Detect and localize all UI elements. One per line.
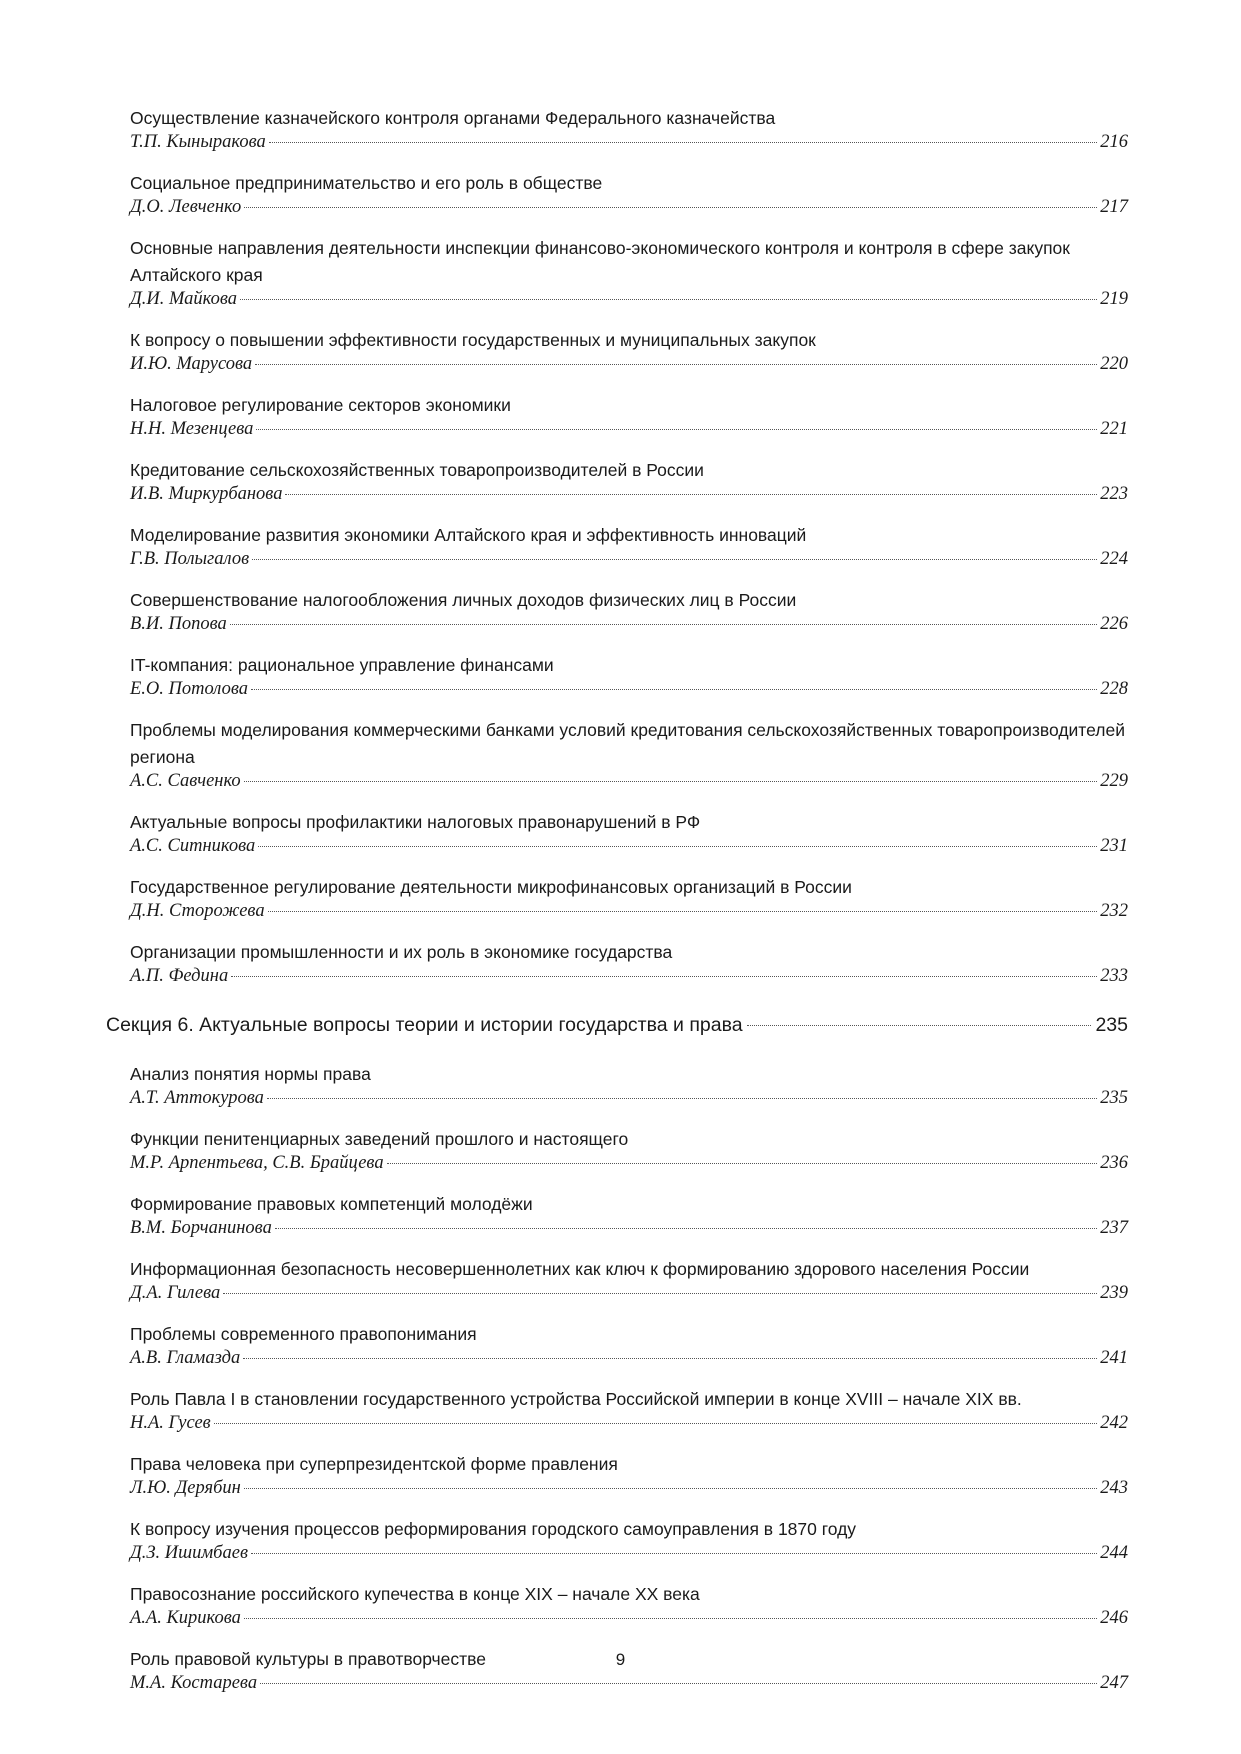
entry-page-number: 247 — [1100, 1673, 1128, 1693]
toc-entry[interactable] — [130, 809, 1128, 864]
toc-entry[interactable] — [130, 939, 1128, 994]
toc-entry[interactable] — [130, 170, 1128, 225]
entry-title: Кредитование сельскохозяйственных товаропроизводителей в России — [130, 460, 704, 480]
entry-title: Правосознание российского купечества в конце XIX – начале XX века — [130, 1584, 700, 1604]
entry-title: Социальное предпринимательство и его роль в обществе — [130, 173, 603, 193]
entry-author: Д.И. Майкова — [130, 289, 238, 309]
entry-author: Н.Н. Мезенцева — [130, 419, 254, 439]
entry-line — [130, 1543, 1128, 1571]
entry-page-number: 219 — [1100, 289, 1128, 309]
entry-page-number: 223 — [1100, 484, 1128, 504]
entry-line — [130, 771, 1128, 799]
entry-author: Д.О. Левченко — [130, 197, 242, 217]
toc-entry[interactable] — [130, 392, 1128, 447]
dot-leader — [260, 1683, 1097, 1684]
entry-line — [130, 836, 1128, 864]
entry-author: И.В. Миркурбанова — [130, 484, 283, 504]
entry-line — [130, 679, 1128, 707]
entry-title: IT-компания: рациональное управление финансами — [130, 655, 554, 675]
entry-title: Налоговое регулирование секторов экономики — [130, 395, 511, 415]
dot-leader — [231, 976, 1097, 977]
dot-leader — [275, 1228, 1097, 1229]
entry-line — [130, 549, 1128, 577]
entry-title: Основные направления деятельности инспекции финансово-экономического контроля и контроля в сфере закупок Алтайского края — [130, 238, 1070, 285]
entry-line — [130, 132, 1128, 160]
entry-line — [130, 484, 1128, 512]
entry-title: К вопросу о повышении эффективности государственных и муниципальных закупок — [130, 330, 816, 350]
entry-page-number: 241 — [1100, 1348, 1128, 1368]
entry-line — [130, 1608, 1128, 1636]
entry-title: Роль правовой культуры в правотворчестве — [130, 1649, 486, 1669]
dot-leader — [214, 1423, 1098, 1424]
toc-entry[interactable] — [130, 1516, 1128, 1571]
toc-entry[interactable] — [130, 1191, 1128, 1246]
entry-page-number: 243 — [1100, 1478, 1128, 1498]
entry-author: В.И. Попова — [130, 614, 227, 634]
entry-line — [130, 289, 1128, 317]
entry-line — [130, 354, 1128, 382]
entry-line — [130, 1413, 1128, 1441]
entry-line — [130, 1283, 1128, 1311]
dot-leader — [255, 364, 1097, 365]
toc-entry[interactable] — [130, 1451, 1128, 1506]
entry-page-number: 224 — [1100, 549, 1128, 569]
entry-title: Осуществление казначейского контроля органами Федерального казначейства — [130, 108, 776, 128]
entry-title: Совершенствование налогообложения личных доходов физических лиц в России — [130, 590, 797, 610]
entry-author: Т.П. Кыныракова — [130, 132, 266, 152]
toc-entry[interactable] — [130, 327, 1128, 382]
entry-line — [130, 614, 1128, 642]
entry-page-number: 235 — [1100, 1088, 1128, 1108]
entry-author: Д.Н. Сторожева — [130, 901, 265, 921]
entry-author: Д.З. Ишимбаев — [130, 1543, 248, 1563]
entry-page-number: 221 — [1100, 419, 1128, 439]
toc-entry[interactable] — [130, 235, 1128, 317]
toc-entries-before — [106, 105, 1128, 994]
dot-leader — [244, 781, 1098, 782]
entry-author: А.П. Федина — [130, 966, 229, 986]
entry-line — [130, 1088, 1128, 1116]
entry-title: Государственное регулирование деятельности микрофинансовых организаций в России — [130, 877, 852, 897]
toc-entry[interactable] — [130, 652, 1128, 707]
toc-entry[interactable] — [130, 522, 1128, 577]
dot-leader — [243, 1358, 1097, 1359]
entry-page-number: 229 — [1100, 771, 1128, 791]
entry-title: Актуальные вопросы профилактики налоговых правонарушений в РФ — [130, 812, 701, 832]
entry-page-number: 239 — [1100, 1283, 1128, 1303]
dot-leader — [387, 1163, 1098, 1164]
entry-author: А.С. Ситникова — [130, 836, 256, 856]
entry-author: И.Ю. Марусова — [130, 354, 253, 374]
entry-author: Д.А. Гилева — [130, 1283, 221, 1303]
entry-page-number: 216 — [1100, 132, 1128, 152]
toc-entry[interactable] — [130, 1256, 1128, 1311]
entry-title: Проблемы моделирования коммерческими банками условий кредитования сельскохозяйственных товаропроизводителей региона — [130, 720, 1125, 767]
entry-page-number: 242 — [1100, 1413, 1128, 1433]
entry-title: Роль Павла I в становлении государственного устройства Российской империи в конце XVIII – начале XIX вв. — [130, 1389, 1022, 1409]
page-number: 9 — [615, 1650, 626, 1669]
dot-leader — [251, 689, 1097, 690]
dot-leader — [258, 846, 1097, 847]
toc-entry[interactable] — [130, 1386, 1128, 1441]
table-of-contents — [106, 105, 1128, 1711]
dot-leader — [244, 1618, 1097, 1619]
entry-title: Права человека при суперпрезидентской форме правления — [130, 1454, 618, 1474]
toc-section-heading[interactable] — [106, 1014, 1128, 1044]
entry-page-number: 236 — [1100, 1153, 1128, 1173]
entry-title: Организации промышленности и их роль в экономике государства — [130, 942, 673, 962]
toc-entry[interactable] — [130, 717, 1128, 799]
dot-leader — [747, 1025, 1092, 1026]
entry-title: Функции пенитенциарных заведений прошлого и настоящего — [130, 1129, 629, 1149]
dot-leader — [252, 559, 1097, 560]
entry-author: М.Р. Арпентьева, С.В. Брайцева — [130, 1153, 384, 1173]
dot-leader — [223, 1293, 1097, 1294]
entry-author: В.М. Борчанинова — [130, 1218, 272, 1238]
entry-line — [130, 1348, 1128, 1376]
entry-line — [130, 901, 1128, 929]
toc-entry[interactable] — [130, 1061, 1128, 1116]
entry-line — [130, 1218, 1128, 1246]
dot-leader — [285, 494, 1097, 495]
entry-line — [130, 1153, 1128, 1181]
entry-author: Л.Ю. Дерябин — [130, 1478, 241, 1498]
entry-title: К вопросу изучения процессов реформирования городского самоуправления в 1870 году — [130, 1519, 857, 1539]
entry-author: А.Т. Аттокурова — [130, 1088, 264, 1108]
entry-title: Проблемы современного правопонимания — [130, 1324, 477, 1344]
entry-page-number: 220 — [1100, 354, 1128, 374]
entry-page-number: 237 — [1100, 1218, 1128, 1238]
dot-leader — [244, 1488, 1097, 1489]
toc-entry[interactable] — [130, 587, 1128, 642]
dot-leader — [230, 624, 1097, 625]
entry-page-number: 233 — [1100, 966, 1128, 986]
entry-page-number: 232 — [1100, 901, 1128, 921]
toc-entry[interactable] — [130, 105, 1128, 160]
dot-leader — [251, 1553, 1097, 1554]
dot-leader — [240, 299, 1097, 300]
entry-author: М.А. Костарева — [130, 1673, 258, 1693]
entry-line — [130, 197, 1128, 225]
toc-entry[interactable] — [130, 1321, 1128, 1376]
toc-entry[interactable] — [130, 1126, 1128, 1181]
section-title: Секция 6. Актуальные вопросы теории и истории государства и права — [106, 1014, 743, 1036]
entry-title: Формирование правовых компетенций молодёжи — [130, 1194, 533, 1214]
toc-entry[interactable] — [130, 457, 1128, 512]
entry-page-number: 244 — [1100, 1543, 1128, 1563]
entry-author: Г.В. Полыгалов — [130, 549, 250, 569]
entry-author: А.С. Савченко — [130, 771, 241, 791]
entry-line — [130, 419, 1128, 447]
entry-page-number: 246 — [1100, 1608, 1128, 1628]
entry-page-number: 226 — [1100, 614, 1128, 634]
entry-author: Н.А. Гусев — [130, 1413, 211, 1433]
dot-leader — [267, 1098, 1097, 1099]
dot-leader — [268, 911, 1098, 912]
entry-title: Информационная безопасность несовершеннолетних как ключ к формированию здорового населения России — [130, 1259, 1030, 1279]
entry-line — [130, 1673, 1128, 1701]
toc-entry[interactable] — [130, 1581, 1128, 1636]
dot-leader — [244, 207, 1097, 208]
entry-title: Моделирование развития экономики Алтайского края и эффективность инноваций — [130, 525, 807, 545]
dot-leader — [269, 142, 1098, 143]
entry-page-number: 228 — [1100, 679, 1128, 699]
entry-line — [130, 966, 1128, 994]
entry-line — [130, 1478, 1128, 1506]
entry-author: Е.О. Потолова — [130, 679, 248, 699]
entry-page-number: 231 — [1100, 836, 1128, 856]
entry-title: Анализ понятия нормы права — [130, 1064, 371, 1084]
toc-entry[interactable] — [130, 874, 1128, 929]
section-page-number: 235 — [1095, 1014, 1128, 1036]
entry-page-number: 217 — [1100, 197, 1128, 217]
entry-author: А.А. Кирикова — [130, 1608, 241, 1628]
entry-author: А.В. Гламазда — [130, 1348, 241, 1368]
dot-leader — [256, 429, 1097, 430]
toc-entries-after — [106, 1061, 1128, 1701]
